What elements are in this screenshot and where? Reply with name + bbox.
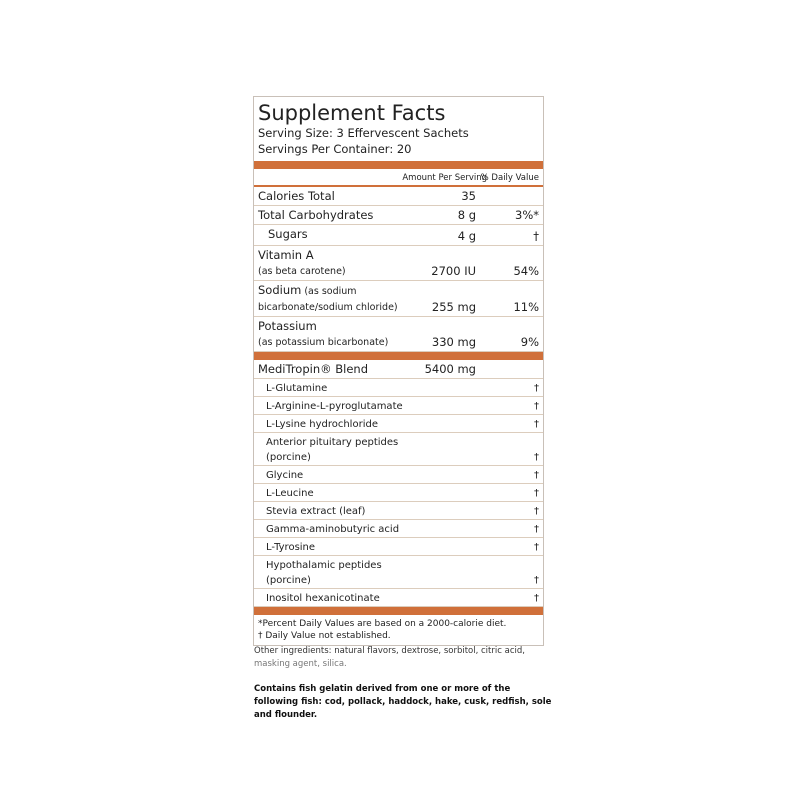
divider-bar <box>254 161 543 169</box>
ingredient-row <box>254 502 543 520</box>
nutrient-name: Total Carbohydrates <box>258 208 374 222</box>
nutrient-dv: 11% <box>513 300 539 314</box>
ingredient-row <box>254 520 543 538</box>
nutrient-row <box>254 281 543 317</box>
ingredient-dv: † <box>534 488 539 499</box>
ingredient-row <box>254 538 543 556</box>
nutrient-row <box>254 206 543 225</box>
nutrient-dv: 9% <box>520 335 539 349</box>
dv-header: % Daily Value <box>480 173 539 183</box>
column-headers <box>254 169 543 185</box>
ingredient-row <box>254 433 543 466</box>
nutrient-row <box>254 246 543 281</box>
ingredient-dv: † <box>534 524 539 535</box>
ingredient-name: Gamma-aminobutyric acid <box>266 524 400 535</box>
ingredient-dv: † <box>534 575 539 586</box>
nutrient-amount: 35 <box>461 189 476 203</box>
ingredient-dv: † <box>534 593 539 604</box>
ingredient-dv: † <box>534 383 539 394</box>
nutrient-amount: 330 mg <box>431 335 476 349</box>
servings-per-container: Servings Per Container: 20 <box>258 142 412 156</box>
ingredient-row <box>254 397 543 415</box>
ingredient-name: L-Tyrosine <box>266 542 316 553</box>
serving-size: Serving Size: 3 Effervescent Sachets <box>258 126 469 140</box>
nutrient-name: Potassium (as potassium bicarbonate) <box>258 319 389 348</box>
allergen-warning: Contains fish gelatin derived from one or more of the following fish: cod, pollack, haddock, hake, cusk, redfish, sole and flounder. <box>254 684 552 720</box>
ingredient-dv: † <box>534 401 539 412</box>
blend-name: MediTropin® Blend <box>258 362 369 376</box>
ingredient-name: L-Glutamine <box>266 383 328 394</box>
ingredient-dv: † <box>534 506 539 517</box>
ingredient-name: L-Arginine-L-pyroglutamate <box>266 401 403 412</box>
footnote-dagger: † Daily Value not established. <box>258 631 391 641</box>
ingredient-name: Stevia extract (leaf) <box>266 506 366 517</box>
divider-bar <box>254 607 543 615</box>
ingredient-dv: † <box>534 542 539 553</box>
ingredient-name: Glycine <box>266 470 304 481</box>
ingredient-dv: † <box>534 452 539 463</box>
nutrient-name: Sodium (as sodium bicarbonate/sodium chloride) <box>258 283 398 313</box>
nutrient-dv: 54% <box>513 264 539 278</box>
other-ingredients <box>254 645 554 671</box>
ingredient-row <box>254 466 543 484</box>
nutrient-name: Sugars <box>268 227 308 241</box>
ingredient-name: Hypothalamic peptides (porcine) <box>266 560 382 586</box>
supplement-facts-panel <box>253 96 544 646</box>
ingredient-row <box>254 379 543 397</box>
ingredient-row <box>254 556 543 589</box>
nutrient-amount: 8 g <box>457 208 476 222</box>
panel-title: Supplement Facts <box>258 101 446 125</box>
ingredient-name: L-Lysine hydrochloride <box>266 419 378 430</box>
ingredient-name: Anterior pituitary peptides (porcine) <box>266 437 399 463</box>
footnotes <box>254 615 543 645</box>
blend-row <box>254 360 543 379</box>
ingredient-row <box>254 484 543 502</box>
blend-amount: 5400 mg <box>424 362 476 376</box>
ingredient-row <box>254 589 543 607</box>
nutrient-row <box>254 317 543 352</box>
nutrient-row <box>254 225 543 246</box>
nutrient-amount: 255 mg <box>431 300 476 314</box>
ingredient-name: Inositol hexanicotinate <box>266 593 380 604</box>
ingredient-row <box>254 415 543 433</box>
nutrient-name: Calories Total <box>258 189 335 203</box>
ingredient-dv: † <box>534 470 539 481</box>
nutrient-amount: 2700 IU <box>431 264 476 278</box>
ingredient-dv: † <box>534 419 539 430</box>
ingredient-name: L-Leucine <box>266 488 314 499</box>
nutrient-dv: † <box>533 229 539 243</box>
other-ingredients-line: masking agent, silica. <box>254 659 347 669</box>
nutrient-row <box>254 187 543 206</box>
nutrient-dv: 3%* <box>515 208 539 222</box>
other-ingredients-line: Other ingredients: natural flavors, dextrose, sorbitol, citric acid, <box>254 646 525 656</box>
divider-bar <box>254 352 543 360</box>
nutrient-amount: 4 g <box>457 229 476 243</box>
nutrient-name: Vitamin A (as beta carotene) <box>258 248 346 277</box>
footnote-dv: *Percent Daily Values are based on a 2000-calorie diet. <box>258 619 507 629</box>
amount-header: Amount Per Serving <box>402 173 487 183</box>
